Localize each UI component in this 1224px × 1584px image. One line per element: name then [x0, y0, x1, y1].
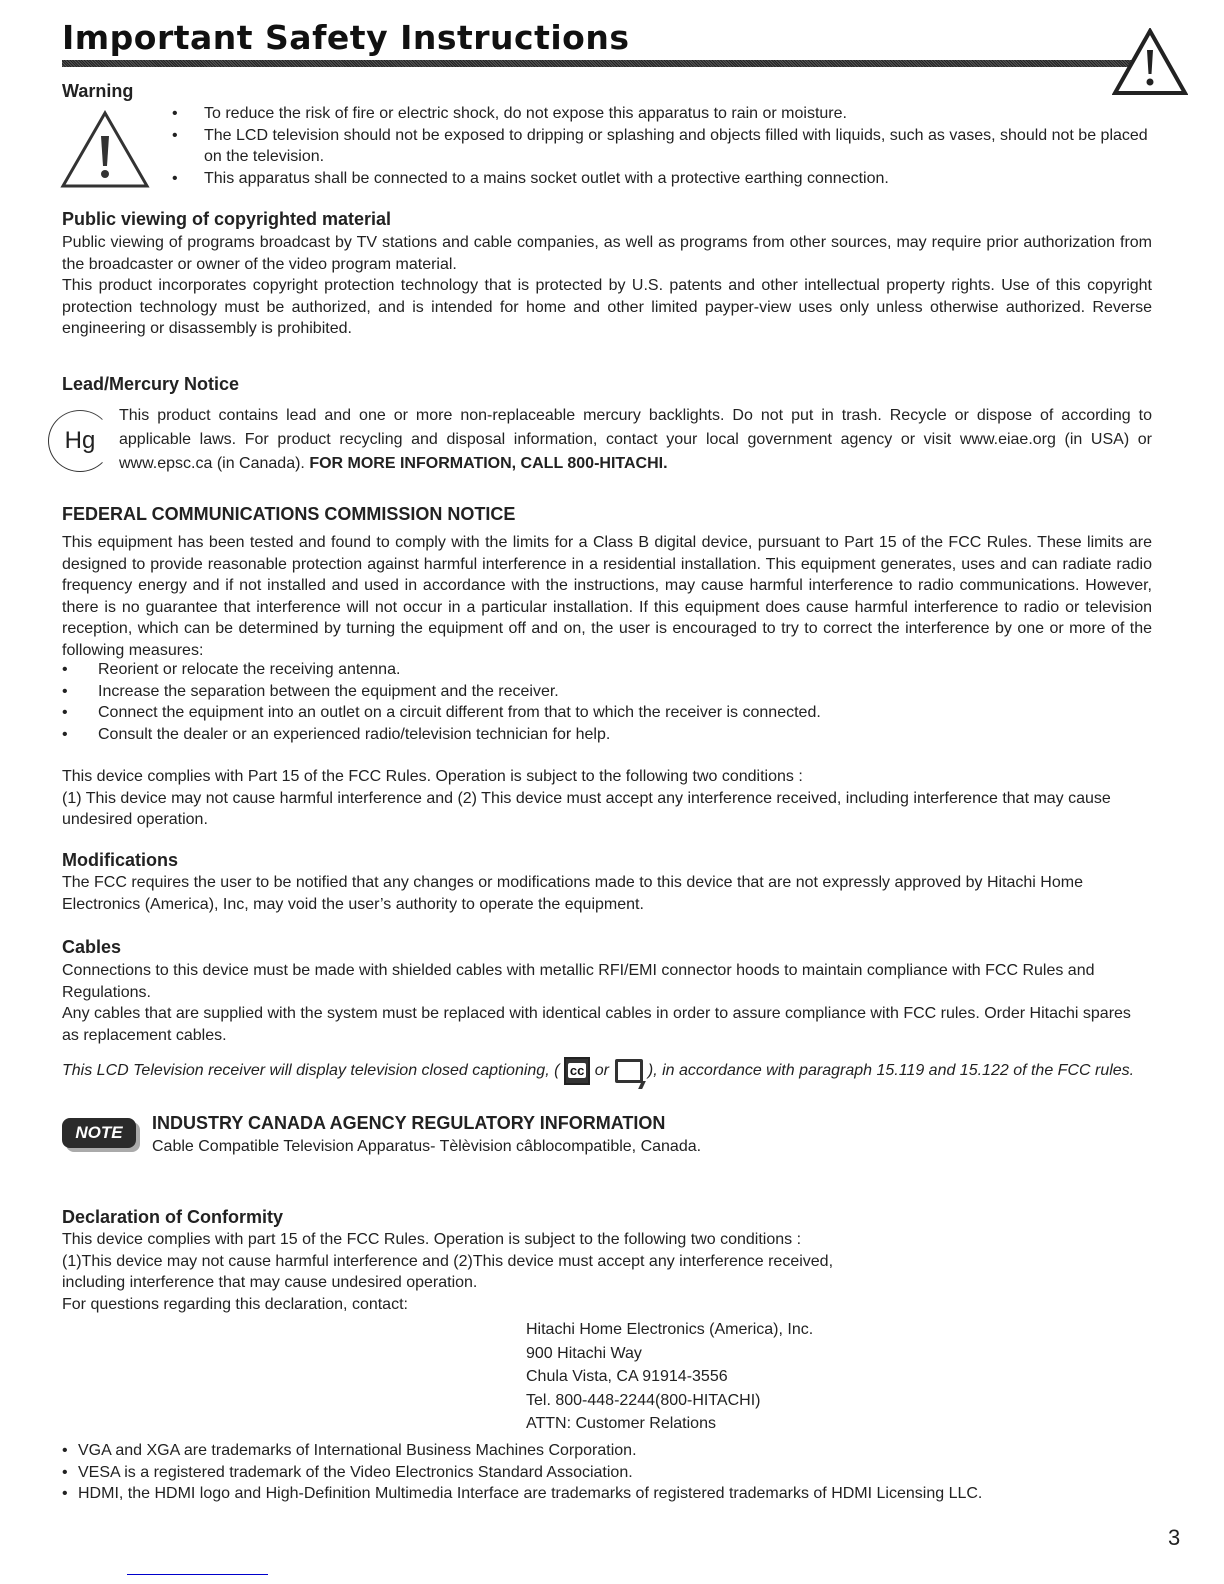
cables-body: Connections to this device must be made with shielded cables with metallic RFI/EMI connector hoods to maintain compliance with FCC Rules and Regulations. Any cables that are supplied with the system must be replaced with identical cables in order to assure compliance with FCC rules. Order Hitachi spares as replacement cables.: [62, 962, 1131, 1044]
list-item: • To reduce the risk of fire or electric shock, do not expose this apparatus to rain or moisture.: [172, 105, 847, 122]
contact-address: Hitachi Home Electronics (America), Inc. 900 Hitachi Way Chula Vista, CA 91914-3556 Tel. 800-448-2244(800-HITACHI) ATTN: Customer Relations: [526, 1321, 814, 1432]
list-item: • Connect the equipment into an outlet on a circuit different from that to which the receiver is connected.: [62, 704, 821, 721]
mercury-hg-icon: Hg: [48, 410, 112, 472]
warning-heading: Warning: [62, 81, 134, 101]
warning-list: [172, 103, 1152, 189]
fcc-compliance: This device complies with Part 15 of the FCC Rules. Operation is subject to the following two conditions : (1) This device may not cause harmful interference and (2) This device must accept any interference received, including interference that may cause undesired operation.: [62, 768, 1111, 828]
list-item: • Increase the separation between the equipment and the receiver.: [62, 682, 559, 700]
warning-triangle-icon: [60, 110, 150, 190]
cables-heading: Cables: [62, 937, 122, 957]
caption-bubble-icon: [615, 1059, 643, 1083]
modifications-body: The FCC requires the user to be notified that any changes or modifications made to this device that are not expressly approved by Hitachi Home Electronics (America), Inc, may void the user’s authority to operate the equipment.: [62, 874, 1083, 913]
list-item: • Consult the dealer or an experienced radio/television technician for help.: [62, 725, 611, 743]
list-item: • VGA and XGA are trademarks of International Business Machines Corporation.: [62, 1442, 637, 1459]
note-badge: NOTE: [62, 1118, 136, 1148]
closed-caption-notice: This LCD Television receiver will display television closed captioning, ( cc or ), in accordance with paragraph 15.119 and 15.122 of the FCC rules.: [62, 1057, 1152, 1085]
footer-link-underline[interactable]: [127, 1574, 268, 1575]
list-item: • Reorient or relocate the receiving antenna.: [62, 661, 401, 678]
public-viewing-heading: Public viewing of copyrighted material: [62, 209, 392, 229]
fcc-measures-list: [62, 659, 1152, 745]
page-number: 3: [1168, 1525, 1181, 1550]
page-title: Important Safety Instructions: [62, 18, 630, 57]
list-item: • This apparatus shall be connected to a mains socket outlet with a protective earthing connection.: [172, 169, 889, 187]
industry-canada-heading: INDUSTRY CANADA AGENCY REGULATORY INFORMATION: [152, 1113, 666, 1133]
list-item: • The LCD television should not be exposed to dripping or splashing and objects filled with liquids, such as vases, should not be placed on the television.: [172, 126, 1148, 165]
industry-canada-body: Cable Compatible Television Apparatus- Tèlèvision câblocompatible, Canada.: [152, 1138, 702, 1155]
lead-mercury-heading: Lead/Mercury Notice: [62, 374, 240, 394]
cc-icon: cc: [564, 1057, 590, 1085]
lead-mercury-body: This product contains lead and one or more non-replaceable mercury backlights. Do not put in trash. Recycle or dispose of according to applicable laws. For product recycling and disposal information, contact your local government agency or visit www.eiae.org (in USA) or www.epsc.ca (in Canada). FOR MORE INFORMATION, CALL 800-HITACHI.: [119, 407, 1152, 472]
modifications-heading: Modifications: [62, 850, 178, 870]
public-viewing-body: Public viewing of programs broadcast by TV stations and cable companies, as well as programs from other sources, may require prior authorization from the broadcaster or owner of the video program material. This product incorporates copyright protection technology that is protected by U.S. patents and other intellectual property rights. Use of this copyright protection technology must be authorized, and is intended for home and other limited payper-view uses only unless otherwise authorized. Reverse engineering or disassembly is prohibited.: [62, 234, 1152, 337]
warning-triangle-icon: [1112, 28, 1188, 96]
fcc-intro: This equipment has been tested and found to comply with the limits for a Class B digital device, pursuant to Part 15 of the FCC Rules. These limits are designed to provide reasonable protection against harmful interference in a residential installation. This equipment generates, uses and can radiate radio frequency energy and if not installed and used in accordance with the instructions, may cause harmful interference to radio communications. However, there is no guarantee that interference will not occur in a particular installation. If this equipment does cause harmful interference to radio or television reception, which can be determined by turning the equipment off and on, the user is encouraged to try to correct the interference by one or more of the following measures:: [62, 534, 1152, 659]
fcc-heading: FEDERAL COMMUNICATIONS COMMISSION NOTICE: [62, 504, 516, 524]
declaration-body: This device complies with part 15 of the FCC Rules. Operation is subject to the following two conditions : (1)This device may not cause harmful interference and (2)This device must accept any interference received, including interference that may cause undesired operation. For questions regarding this declaration, contact:: [62, 1231, 834, 1313]
title-rule-divider: [62, 60, 1142, 67]
trademark-list: [62, 1440, 1162, 1505]
list-item: • HDMI, the HDMI logo and High-Definition Multimedia Interface are trademarks of registered trademarks of HDMI Licensing LLC.: [62, 1485, 983, 1502]
list-item: • VESA is a registered trademark of the Video Electronics Standard Association.: [62, 1463, 633, 1481]
declaration-heading: Declaration of Conformity: [62, 1207, 284, 1227]
